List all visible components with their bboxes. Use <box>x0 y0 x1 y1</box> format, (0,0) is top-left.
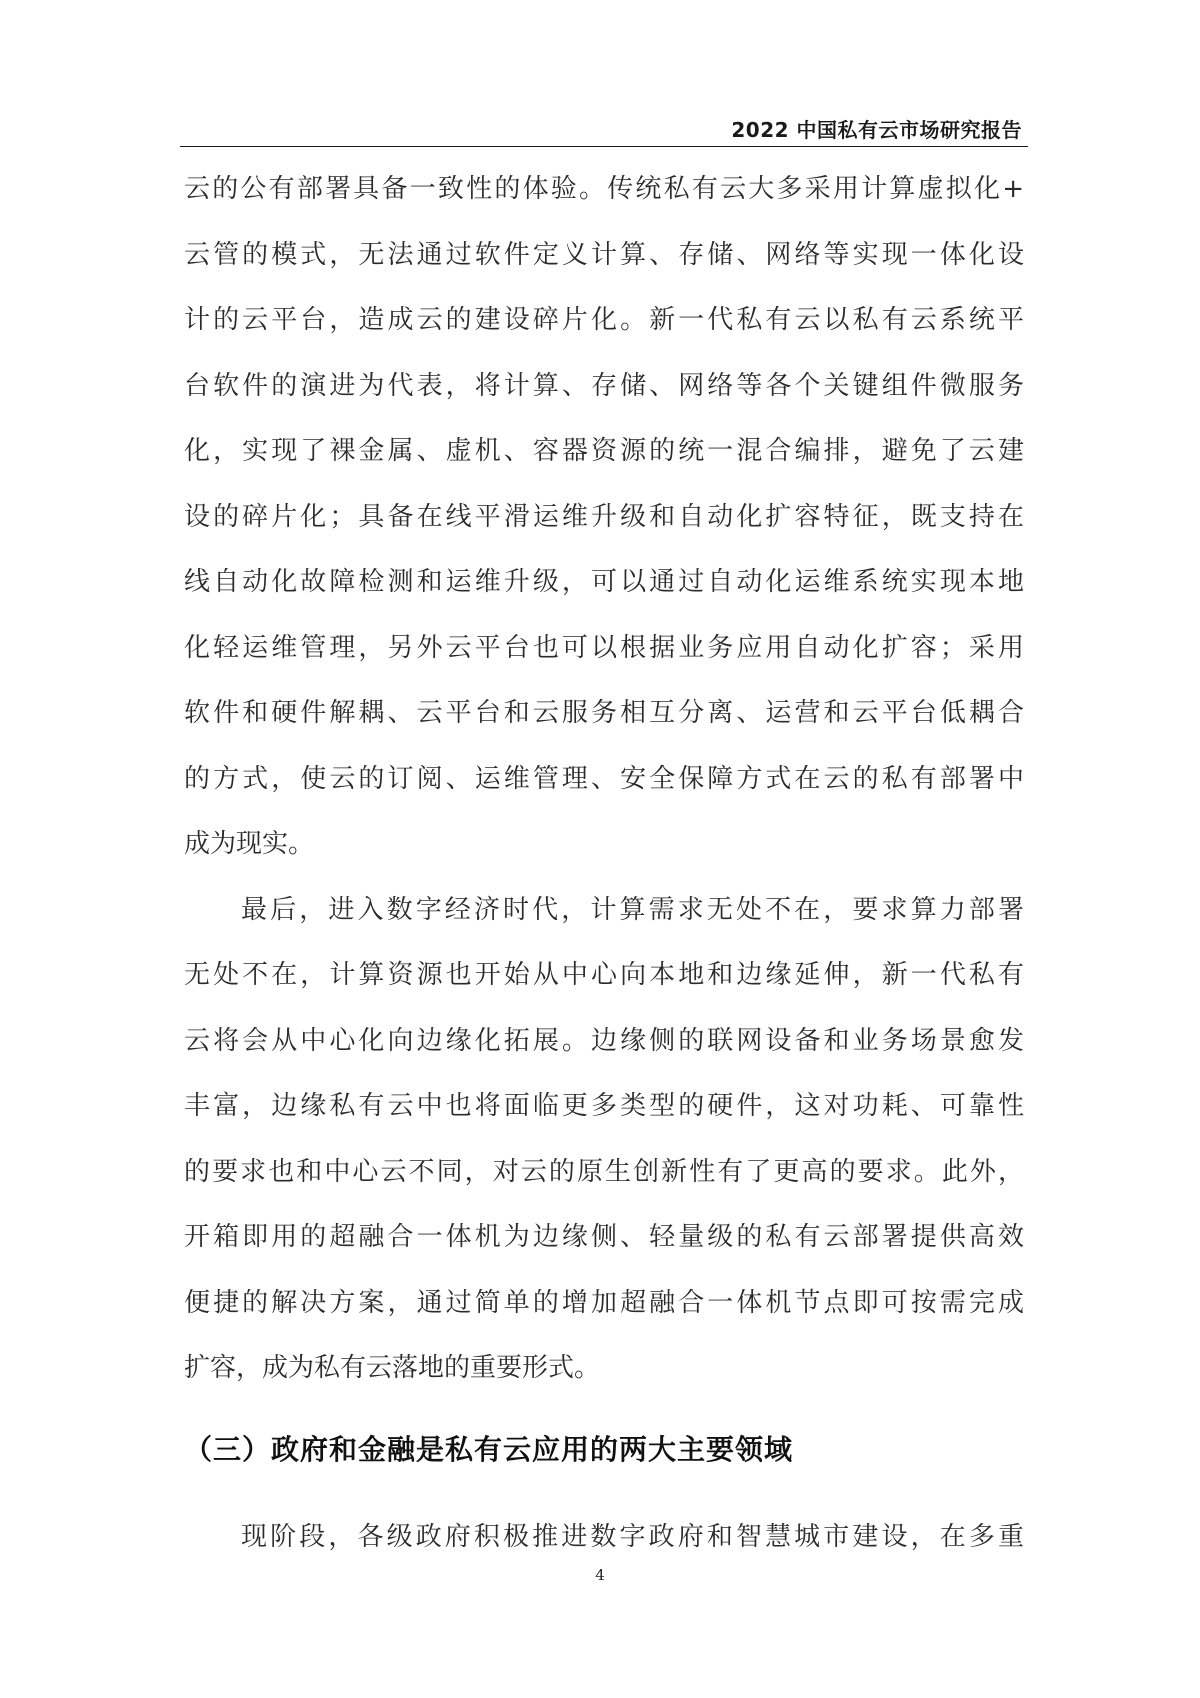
paragraph-line: 的要求也和中心云不同，对云的原生创新性有了更高的要求。此外， <box>184 1156 1024 1187</box>
paragraph-line: 软件和硬件解耦、云平台和云服务相互分离、运营和云平台低耦合 <box>184 698 1024 728</box>
paragraph-line: 最后，进入数字经济时代，计算需求无处不在，要求算力部署 <box>241 894 1024 925</box>
paragraph-line: 云管的模式，无法通过软件定义计算、存储、网络等实现一体化设 <box>184 239 1024 270</box>
header-rule <box>180 146 1028 147</box>
paragraph-line: 开箱即用的超融合一体机为边缘侧、轻量级的私有云部署提供高效 <box>184 1222 1024 1252</box>
running-header-title: 2022 中国私有云市场研究报告 <box>731 118 1022 142</box>
paragraph-line: 云将会从中心化向边缘化拓展。边缘侧的联网设备和业务场景愈发 <box>184 1025 1024 1056</box>
paragraph-line: 计的云平台，造成云的建设碎片化。新一代私有云以私有云系统平 <box>184 305 1024 335</box>
paragraph-2 <box>184 878 1024 1402</box>
paragraph-line: 台软件的演进为代表，将计算、存储、网络等各个关键组件微服务 <box>184 370 1024 401</box>
paragraph-line: 设的碎片化；具备在线平滑运维升级和自动化扩容特征，既支持在 <box>184 501 1024 532</box>
paragraph-line: 丰富，边缘私有云中也将面临更多类型的硬件，这对功耗、可靠性 <box>184 1091 1024 1121</box>
section-heading: （三）政府和金融是私有云应用的两大主要领域 <box>184 1433 794 1466</box>
paragraph-line: 现阶段，各级政府积极推进数字政府和智慧城市建设，在多重 <box>241 1522 1024 1552</box>
paragraph-line: 云的公有部署具备一致性的体验。传统私有云大多采用计算虚拟化+ <box>184 174 1024 204</box>
paragraph-line: 化轻运维管理，另外云平台也可以根据业务应用自动化扩容；采用 <box>184 632 1024 663</box>
page-number: 4 <box>595 1566 605 1584</box>
paragraph-line: 的方式，使云的订阅、运维管理、安全保障方式在云的私有部署中 <box>184 763 1024 794</box>
paragraph-line: 线自动化故障检测和运维升级，可以通过自动化运维系统实现本地 <box>184 567 1024 597</box>
paragraph-3 <box>184 1505 1024 1571</box>
paragraph-line: 无处不在，计算资源也开始从中心向本地和边缘延伸，新一代私有 <box>184 960 1024 990</box>
paragraph-line: 扩容，成为私有云落地的重要形式。 <box>184 1353 601 1383</box>
paragraph-line: 化，实现了裸金属、虚机、容器资源的统一混合编排，避免了云建 <box>184 436 1024 466</box>
paragraph-1 <box>184 157 1024 878</box>
body-text <box>184 157 1024 1402</box>
paragraph-line: 便捷的解决方案，通过简单的增加超融合一体机节点即可按需完成 <box>184 1287 1024 1318</box>
paragraph-line: 成为现实。 <box>184 829 315 859</box>
